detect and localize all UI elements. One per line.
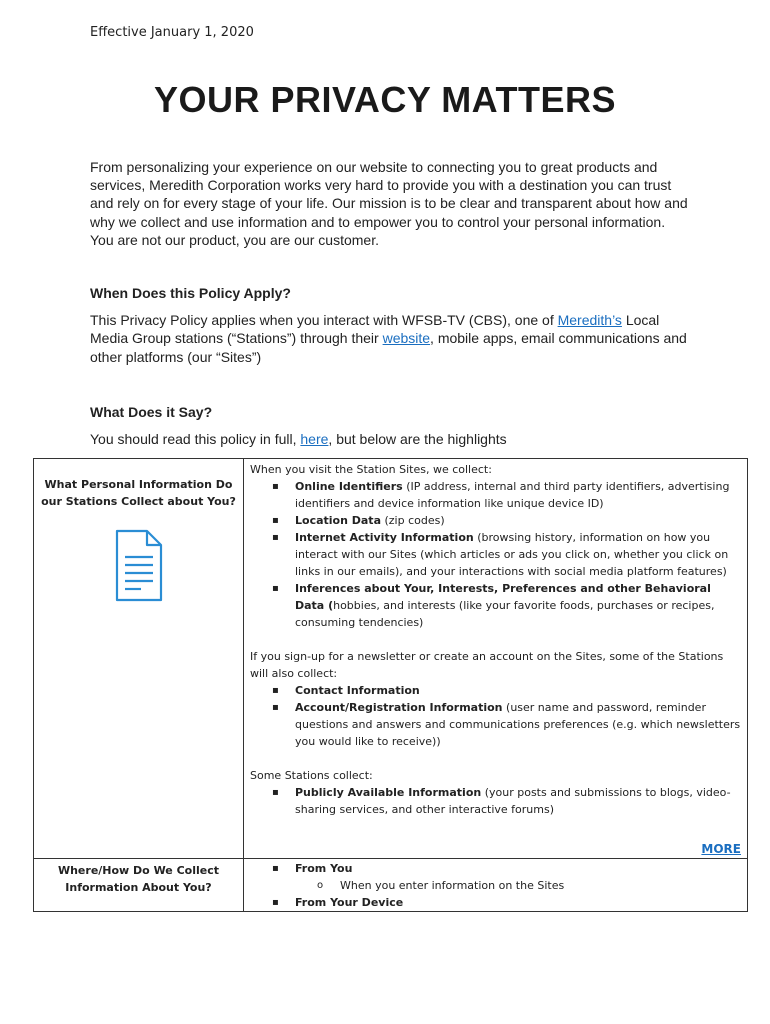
item-label: Inferences about Your, Interests, Preferences and other Behavioral Data ( — [295, 582, 711, 612]
some-list — [250, 784, 743, 818]
item-label: Publicly Available Information — [295, 786, 482, 799]
apply-paragraph — [90, 311, 690, 366]
list-item — [295, 512, 743, 529]
list-item — [295, 478, 743, 512]
sub-list — [295, 877, 743, 894]
says-text-1: You should read this policy in full, — [90, 431, 301, 447]
answer-cell — [244, 459, 748, 859]
item-desc: (your posts and submissions to blogs, video-sharing services, and other interactive forums) — [295, 786, 731, 816]
apply-text-2: Local Media Group stations (“Stations”) through their — [90, 312, 660, 347]
list-item — [295, 580, 743, 631]
source-list — [250, 860, 743, 911]
effective-date: Effective January 1, 2020 — [90, 25, 254, 40]
sub-list-item: o When you enter information on the Sites — [340, 877, 743, 894]
table-row — [34, 859, 748, 912]
item-label: From Your Device — [295, 896, 404, 909]
list-item — [295, 682, 743, 699]
says-heading: What Does it Say? — [90, 404, 213, 420]
list-item — [295, 860, 743, 894]
question-cell — [34, 459, 244, 859]
page-title: YOUR PRIVACY MATTERS — [153, 79, 617, 120]
item-label: Internet Activity Information — [295, 531, 474, 544]
highlights-table — [33, 458, 748, 912]
item-desc: (user name and password, reminder questions and answers and communications preferences (e.g. which newsletters you would like to receive)) — [295, 701, 741, 748]
here-link[interactable]: here — [300, 431, 329, 447]
signup-intro: If you sign-up for a newsletter or create an account on the Sites, some of the Stations will also collect: — [250, 650, 724, 680]
apply-heading: When Does this Policy Apply? — [90, 285, 291, 301]
list-item — [295, 699, 743, 750]
item-label: Account/Registration Information — [295, 701, 503, 714]
item-desc: hobbies, and interests (like your favorite foods, purchases or recipes, consuming tendencies) — [295, 599, 715, 629]
table-row — [34, 459, 748, 859]
merediths-link[interactable]: Meredith’s — [557, 312, 622, 328]
document-icon — [114, 529, 164, 603]
item-label: From You — [295, 862, 353, 875]
apply-text-3: , mobile apps, email communications and other platforms (our “Sites”) — [90, 330, 687, 365]
website-link[interactable]: website — [382, 330, 431, 347]
item-label: Contact Information — [295, 684, 420, 697]
intro-paragraph: From personalizing your experience on our website to connecting you to great products and services, Meredith Corporation works very hard to provide you with a destination you can trust and rely on for every stage of your life. Our mission is to be clear and transparent about how and why we collect and use information and to empower you to control your personal information. You are not our product, you are our customer. — [90, 159, 688, 248]
says-paragraph — [90, 430, 690, 448]
says-text-2: , but below are the highlights — [328, 431, 507, 447]
item-desc: (IP address, internal and third party identifiers, advertising identifiers and device information like unique device ID) — [295, 480, 730, 510]
item-desc: (zip codes) — [381, 514, 445, 527]
question-cell — [34, 859, 244, 912]
answer-cell — [244, 859, 748, 912]
more-link[interactable]: MORE — [701, 842, 741, 856]
some-intro: Some Stations collect: — [250, 769, 373, 782]
list-item — [295, 784, 743, 818]
item-label: Location Data — [295, 514, 381, 527]
signup-list — [250, 682, 743, 750]
item-desc: (browsing history, information on how you interact with our Sites (which articles or ads you click on, whether you click on links in our emails), and your interactions with social media platform features) — [295, 531, 729, 578]
apply-text-1: This Privacy Policy applies when you interact with WFSB-TV (CBS), one of — [90, 312, 558, 328]
question-label: Where/How Do We Collect Information About You? — [57, 864, 220, 894]
collect-list — [250, 478, 743, 631]
question-label: What Personal Information Do our Stations Collect about You? — [41, 478, 236, 508]
list-item — [295, 894, 743, 911]
item-label: Online Identifiers — [295, 480, 403, 493]
list-item — [295, 529, 743, 580]
collect-intro: When you visit the Station Sites, we collect: — [250, 463, 492, 476]
